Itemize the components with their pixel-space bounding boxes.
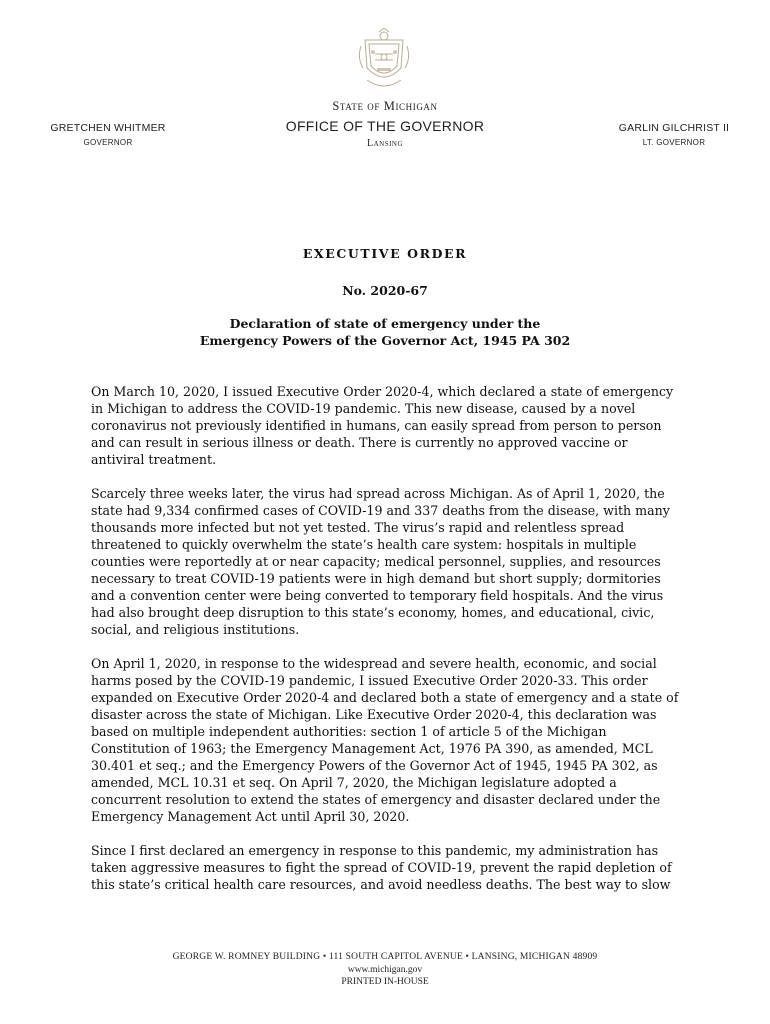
governor-name: GRETCHEN WHITMER (50, 122, 166, 134)
lt-governor-title: LT. GOVERNOR (642, 138, 706, 147)
order-body (91, 383, 681, 910)
paragraph: Scarcely three weeks later, the virus had spread across Michigan. As of April 1, 2020, the state had 9,334 confirmed cases of COVID-19 and 337 deaths from the disease, with many thousands more infected but not yet tested. The virus’s rapid and relentless spread threatened to quickly overwhelm the state’s health care system: hospitals in multiple counties were reportedly at or near capacity; medical personnel, supplies, and resources necessary to treat COVID-19 patients were in high demand but short supply; dormitories and a convention center were being converted to temporary field hospitals. And the virus had also brought deep disruption to this state’s economy, homes, and educational, civic, social, and religious institutions. (91, 486, 670, 637)
governor-title: GOVERNOR (83, 138, 133, 147)
paragraph: On March 10, 2020, I issued Executive Order 2020-4, which declared a state of emergency in Michigan to address the COVID-19 pandemic. This new disease, caused by a novel coronavirus not previously identified in humans, can easily spread from person to person and can result in serious illness or death. There is currently no approved vaccine or antiviral treatment. (91, 384, 674, 467)
lt-governor-name: GARLIN GILCHRIST II (618, 122, 730, 134)
office-heading: OFFICE OF THE GOVERNOR (285, 118, 485, 134)
order-title: EXECUTIVE ORDER (302, 246, 468, 261)
order-subtitle-line-2: Emergency Powers of the Governor Act, 1945 PA 302 (199, 333, 571, 348)
governor-block (38, 122, 178, 147)
michigan-seal-icon (357, 28, 411, 94)
footer-printed: PRINTED IN-HOUSE (341, 977, 429, 987)
order-number: No. 2020-67 (342, 283, 428, 298)
paragraph: Since I first declared an emergency in response to this pandemic, my administration has taken aggressive measures to fight the spread of COVID-19, prevent the rapid depletion of this state’s critical health care resources, and avoid needless deaths. The best way to slow (91, 843, 672, 892)
lt-governor-block (612, 122, 736, 147)
city-heading: Lansing (366, 138, 404, 149)
footer-address: GEORGE W. ROMNEY BUILDING • 111 SOUTH CAPITOL AVENUE • LANSING, MICHIGAN 48909 (172, 952, 598, 962)
footer-website: www.michigan.gov (347, 965, 423, 975)
state-heading: State of Michigan (332, 99, 438, 113)
footer (0, 952, 770, 987)
paragraph: On April 1, 2020, in response to the widespread and severe health, economic, and social harms posed by the COVID-19 pandemic, I issued Executive Order 2020-33. This order expanded on Executive Order 2020-4 and declared both a state of emergency and a state of disaster across the state of Michigan. Like Executive Order 2020-4, this declaration was based on multiple independent authorities: section 1 of article 5 of the Michigan Constitution of 1963; the Emergency Management Act, 1976 PA 390, as amended, MCL 30.401 et seq.; and the Emergency Powers of the Governor Act of 1945, 1945 PA 302, as amended, MCL 10.31 et seq. On April 7, 2020, the Michigan legislature adopted a concurrent resolution to extend the states of emergency and disaster declared under the Emergency Management Act until April 30, 2020. (91, 656, 679, 824)
order-subtitle-line-1: Declaration of state of emergency under the (229, 316, 541, 331)
order-subtitle (0, 315, 770, 349)
